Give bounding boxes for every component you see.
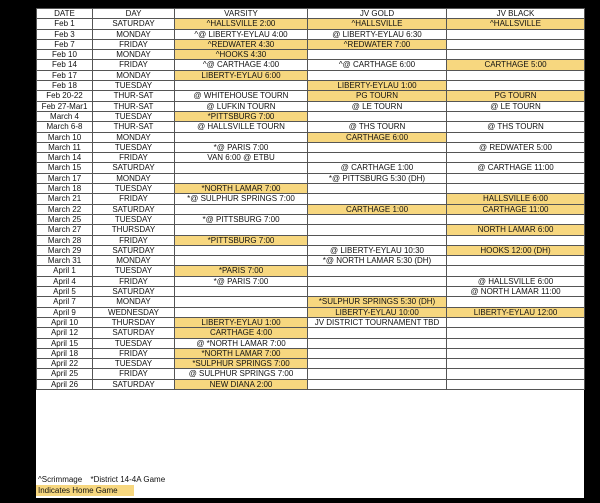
jv-black-cell — [447, 111, 585, 121]
jv-gold-cell — [308, 111, 447, 121]
table-row — [37, 111, 585, 121]
table-row — [37, 101, 585, 111]
jv-gold-cell: LIBERTY-EYLAU 10:00 — [308, 307, 447, 317]
varsity-cell: @ LUFKIN TOURN — [175, 101, 308, 111]
table-row — [37, 173, 585, 183]
jv-gold-cell: @ CARTHAGE 1:00 — [308, 163, 447, 173]
day-cell: THURSDAY — [93, 225, 175, 235]
table-row — [37, 91, 585, 101]
jv-gold-cell — [308, 142, 447, 152]
varsity-cell: *@ SULPHUR SPRINGS 7:00 — [175, 194, 308, 204]
jv-gold-cell: CARTHAGE 1:00 — [308, 204, 447, 214]
varsity-cell — [175, 163, 308, 173]
date-cell: Feb 17 — [37, 70, 93, 80]
jv-gold-cell — [308, 153, 447, 163]
varsity-cell: *NORTH LAMAR 7:00 — [175, 348, 308, 358]
varsity-cell: ^@ LIBERTY-EYLAU 4:00 — [175, 29, 308, 39]
date-cell: Feb 7 — [37, 39, 93, 49]
jv-black-cell: @ LE TOURN — [447, 101, 585, 111]
schedule-body — [37, 19, 585, 390]
jv-black-cell — [447, 81, 585, 91]
jv-black-cell — [447, 173, 585, 183]
varsity-cell: CARTHAGE 4:00 — [175, 328, 308, 338]
date-cell: April 25 — [37, 369, 93, 379]
jv-gold-cell: PG TOURN — [308, 91, 447, 101]
jv-gold-cell: @ LIBERTY-EYLAU 6:30 — [308, 29, 447, 39]
day-cell: SATURDAY — [93, 328, 175, 338]
jv-gold-cell — [308, 50, 447, 60]
jv-gold-cell: ^@ CARTHAGE 6:00 — [308, 60, 447, 70]
table-row — [37, 338, 585, 348]
date-cell: April 18 — [37, 348, 93, 358]
date-cell: Feb 3 — [37, 29, 93, 39]
jv-gold-cell: @ THS TOURN — [308, 122, 447, 132]
jv-black-cell: LIBERTY-EYLAU 12:00 — [447, 307, 585, 317]
varsity-cell — [175, 81, 308, 91]
varsity-cell — [175, 297, 308, 307]
date-cell: March 28 — [37, 235, 93, 245]
district-note: *District 14-4A Game — [90, 475, 166, 484]
jv-black-cell: @ HALLSVILLE 6:00 — [447, 276, 585, 286]
jv-black-cell — [447, 184, 585, 194]
date-cell: March 31 — [37, 256, 93, 266]
date-cell: Feb 20-22 — [37, 91, 93, 101]
varsity-cell: @ HALLSVILLE TOURN — [175, 122, 308, 132]
table-row — [37, 81, 585, 91]
day-cell: TUESDAY — [93, 184, 175, 194]
day-cell: MONDAY — [93, 297, 175, 307]
day-cell: TUESDAY — [93, 142, 175, 152]
varsity-cell: LIBERTY-EYLAU 6:00 — [175, 70, 308, 80]
day-cell: THURSDAY — [93, 317, 175, 327]
table-row — [37, 204, 585, 214]
day-cell: THUR-SAT — [93, 91, 175, 101]
varsity-cell: *SULPHUR SPRINGS 7:00 — [175, 359, 308, 369]
date-cell: March 4 — [37, 111, 93, 121]
day-cell: TUESDAY — [93, 338, 175, 348]
jv-black-cell: ^HALLSVILLE — [447, 19, 585, 29]
varsity-cell: *@ PITTSBURG 7:00 — [175, 214, 308, 224]
day-cell: TUESDAY — [93, 266, 175, 276]
jv-black-cell — [447, 214, 585, 224]
date-cell: Feb 1 — [37, 19, 93, 29]
varsity-cell: LIBERTY-EYLAU 1:00 — [175, 317, 308, 327]
day-cell: SATURDAY — [93, 204, 175, 214]
jv-gold-cell — [308, 235, 447, 245]
jv-black-cell: NORTH LAMAR 6:00 — [447, 225, 585, 235]
day-cell: TUESDAY — [93, 214, 175, 224]
varsity-cell: ^HOOKS 4:30 — [175, 50, 308, 60]
jv-gold-cell — [308, 70, 447, 80]
day-cell: FRIDAY — [93, 194, 175, 204]
schedule-sheet — [36, 8, 584, 498]
jv-black-cell — [447, 50, 585, 60]
date-cell: April 22 — [37, 359, 93, 369]
date-cell: March 25 — [37, 214, 93, 224]
date-cell: March 29 — [37, 245, 93, 255]
table-row — [37, 60, 585, 70]
jv-gold-cell: *SULPHUR SPRINGS 5:30 (DH) — [308, 297, 447, 307]
day-cell: MONDAY — [93, 70, 175, 80]
table-row — [37, 348, 585, 358]
jv-gold-cell: *@ NORTH LAMAR 5:30 (DH) — [308, 256, 447, 266]
jv-gold-cell — [308, 276, 447, 286]
jv-black-cell — [447, 256, 585, 266]
jv-black-cell — [447, 153, 585, 163]
date-cell: March 17 — [37, 173, 93, 183]
table-row — [37, 132, 585, 142]
date-cell: April 7 — [37, 297, 93, 307]
day-cell: FRIDAY — [93, 276, 175, 286]
jv-gold-cell — [308, 348, 447, 358]
date-cell: Feb 27-Mar1 — [37, 101, 93, 111]
date-cell: March 21 — [37, 194, 93, 204]
varsity-cell: NEW DIANA 2:00 — [175, 379, 308, 389]
day-cell: FRIDAY — [93, 153, 175, 163]
schedule-table — [36, 8, 585, 390]
table-row — [37, 379, 585, 389]
table-row — [37, 297, 585, 307]
date-cell: April 9 — [37, 307, 93, 317]
varsity-cell — [175, 132, 308, 142]
jv-black-cell: HALLSVILLE 6:00 — [447, 194, 585, 204]
table-row — [37, 184, 585, 194]
header-varsity: VARSITY — [175, 9, 308, 19]
varsity-cell: @ SULPHUR SPRINGS 7:00 — [175, 369, 308, 379]
jv-black-cell: @ THS TOURN — [447, 122, 585, 132]
jv-black-cell — [447, 70, 585, 80]
day-cell: WEDNESDAY — [93, 307, 175, 317]
varsity-cell: *PARIS 7:00 — [175, 266, 308, 276]
table-row — [37, 39, 585, 49]
header-row — [37, 9, 585, 19]
jv-gold-cell — [308, 194, 447, 204]
day-cell: FRIDAY — [93, 39, 175, 49]
varsity-cell — [175, 225, 308, 235]
date-cell: April 15 — [37, 338, 93, 348]
table-row — [37, 307, 585, 317]
day-cell: SATURDAY — [93, 379, 175, 389]
table-row — [37, 214, 585, 224]
jv-gold-cell: ^HALLSVILLE — [308, 19, 447, 29]
table-row — [37, 19, 585, 29]
day-cell: MONDAY — [93, 256, 175, 266]
header-jv-gold: JV GOLD — [308, 9, 447, 19]
day-cell: SATURDAY — [93, 287, 175, 297]
table-row — [37, 142, 585, 152]
jv-gold-cell — [308, 379, 447, 389]
jv-gold-cell — [308, 359, 447, 369]
varsity-cell — [175, 245, 308, 255]
varsity-cell: *@ PARIS 7:00 — [175, 142, 308, 152]
table-row — [37, 266, 585, 276]
table-row — [37, 122, 585, 132]
jv-gold-cell — [308, 338, 447, 348]
day-cell: SATURDAY — [93, 163, 175, 173]
jv-gold-cell — [308, 287, 447, 297]
date-cell: Feb 14 — [37, 60, 93, 70]
varsity-cell — [175, 287, 308, 297]
varsity-cell — [175, 204, 308, 214]
date-cell: March 14 — [37, 153, 93, 163]
jv-gold-cell: @ LE TOURN — [308, 101, 447, 111]
jv-black-cell — [447, 297, 585, 307]
jv-black-cell — [447, 266, 585, 276]
table-row — [37, 287, 585, 297]
day-cell: MONDAY — [93, 173, 175, 183]
table-row — [37, 276, 585, 286]
varsity-cell: *PITTSBURG 7:00 — [175, 235, 308, 245]
day-cell: SATURDAY — [93, 245, 175, 255]
day-cell: FRIDAY — [93, 348, 175, 358]
date-cell: March 10 — [37, 132, 93, 142]
table-row — [37, 359, 585, 369]
table-row — [37, 153, 585, 163]
table-row — [37, 70, 585, 80]
table-row — [37, 235, 585, 245]
date-cell: March 18 — [37, 184, 93, 194]
jv-black-cell — [447, 132, 585, 142]
jv-black-cell: @ CARTHAGE 11:00 — [447, 163, 585, 173]
varsity-cell: ^REDWATER 4:30 — [175, 39, 308, 49]
varsity-cell: *@ PARIS 7:00 — [175, 276, 308, 286]
day-cell: SATURDAY — [93, 19, 175, 29]
jv-black-cell — [447, 39, 585, 49]
jv-gold-cell — [308, 225, 447, 235]
varsity-cell: @ *NORTH LAMAR 7:00 — [175, 338, 308, 348]
header-day: DAY — [93, 9, 175, 19]
jv-black-cell — [447, 328, 585, 338]
varsity-cell: VAN 6:00 @ ETBU — [175, 153, 308, 163]
varsity-cell: *NORTH LAMAR 7:00 — [175, 184, 308, 194]
date-cell: April 4 — [37, 276, 93, 286]
jv-gold-cell: LIBERTY-EYLAU 1:00 — [308, 81, 447, 91]
date-cell: March 11 — [37, 142, 93, 152]
jv-black-cell: HOOKS 12:00 (DH) — [447, 245, 585, 255]
header-date: DATE — [37, 9, 93, 19]
varsity-cell — [175, 307, 308, 317]
jv-black-cell — [447, 369, 585, 379]
varsity-cell — [175, 256, 308, 266]
date-cell: March 15 — [37, 163, 93, 173]
table-row — [37, 245, 585, 255]
table-row — [37, 225, 585, 235]
day-cell: THUR-SAT — [93, 122, 175, 132]
legend — [36, 474, 584, 496]
jv-gold-cell: ^REDWATER 7:00 — [308, 39, 447, 49]
jv-gold-cell — [308, 266, 447, 276]
jv-black-cell: @ REDWATER 5:00 — [447, 142, 585, 152]
scrimmage-note: ^Scrimmage — [38, 475, 83, 484]
day-cell: TUESDAY — [93, 81, 175, 91]
day-cell: FRIDAY — [93, 235, 175, 245]
day-cell: TUESDAY — [93, 111, 175, 121]
jv-black-cell — [447, 235, 585, 245]
date-cell: Feb 18 — [37, 81, 93, 91]
jv-gold-cell — [308, 328, 447, 338]
jv-black-cell — [447, 29, 585, 39]
date-cell: March 6-8 — [37, 122, 93, 132]
jv-gold-cell — [308, 369, 447, 379]
date-cell: April 26 — [37, 379, 93, 389]
varsity-cell: ^@ CARTHAGE 4:00 — [175, 60, 308, 70]
table-row — [37, 369, 585, 379]
jv-black-cell: CARTHAGE 11:00 — [447, 204, 585, 214]
day-cell: TUESDAY — [93, 359, 175, 369]
table-row — [37, 256, 585, 266]
date-cell: April 10 — [37, 317, 93, 327]
table-row — [37, 163, 585, 173]
jv-gold-cell: CARTHAGE 6:00 — [308, 132, 447, 142]
date-cell: March 27 — [37, 225, 93, 235]
table-row — [37, 50, 585, 60]
varsity-cell — [175, 173, 308, 183]
header-jv-black: JV BLACK — [447, 9, 585, 19]
day-cell: THUR-SAT — [93, 101, 175, 111]
jv-black-cell: @ NORTH LAMAR 11:00 — [447, 287, 585, 297]
date-cell: April 12 — [37, 328, 93, 338]
jv-black-cell — [447, 359, 585, 369]
date-cell: March 22 — [37, 204, 93, 214]
jv-gold-cell — [308, 214, 447, 224]
table-row — [37, 328, 585, 338]
home-game-note: Indicates Home Game — [36, 485, 134, 496]
day-cell: FRIDAY — [93, 60, 175, 70]
day-cell: FRIDAY — [93, 369, 175, 379]
date-cell: April 5 — [37, 287, 93, 297]
jv-black-cell: CARTHAGE 5:00 — [447, 60, 585, 70]
jv-black-cell — [447, 379, 585, 389]
varsity-cell: *PITTSBURG 7:00 — [175, 111, 308, 121]
day-cell: MONDAY — [93, 29, 175, 39]
table-row — [37, 317, 585, 327]
jv-gold-cell — [308, 184, 447, 194]
jv-black-cell: PG TOURN — [447, 91, 585, 101]
legend-notes — [36, 474, 584, 485]
day-cell: MONDAY — [93, 50, 175, 60]
table-row — [37, 29, 585, 39]
jv-black-cell — [447, 338, 585, 348]
jv-gold-cell: @ LIBERTY-EYLAU 10:30 — [308, 245, 447, 255]
varsity-cell: @ WHITEHOUSE TOURN — [175, 91, 308, 101]
jv-gold-cell: JV DISTRICT TOURNAMENT TBD — [308, 317, 447, 327]
jv-gold-cell: *@ PITTSBURG 5:30 (DH) — [308, 173, 447, 183]
date-cell: Feb 10 — [37, 50, 93, 60]
day-cell: MONDAY — [93, 132, 175, 142]
jv-black-cell — [447, 317, 585, 327]
jv-black-cell — [447, 348, 585, 358]
varsity-cell: ^HALLSVILLE 2:00 — [175, 19, 308, 29]
table-row — [37, 194, 585, 204]
date-cell: April 1 — [37, 266, 93, 276]
